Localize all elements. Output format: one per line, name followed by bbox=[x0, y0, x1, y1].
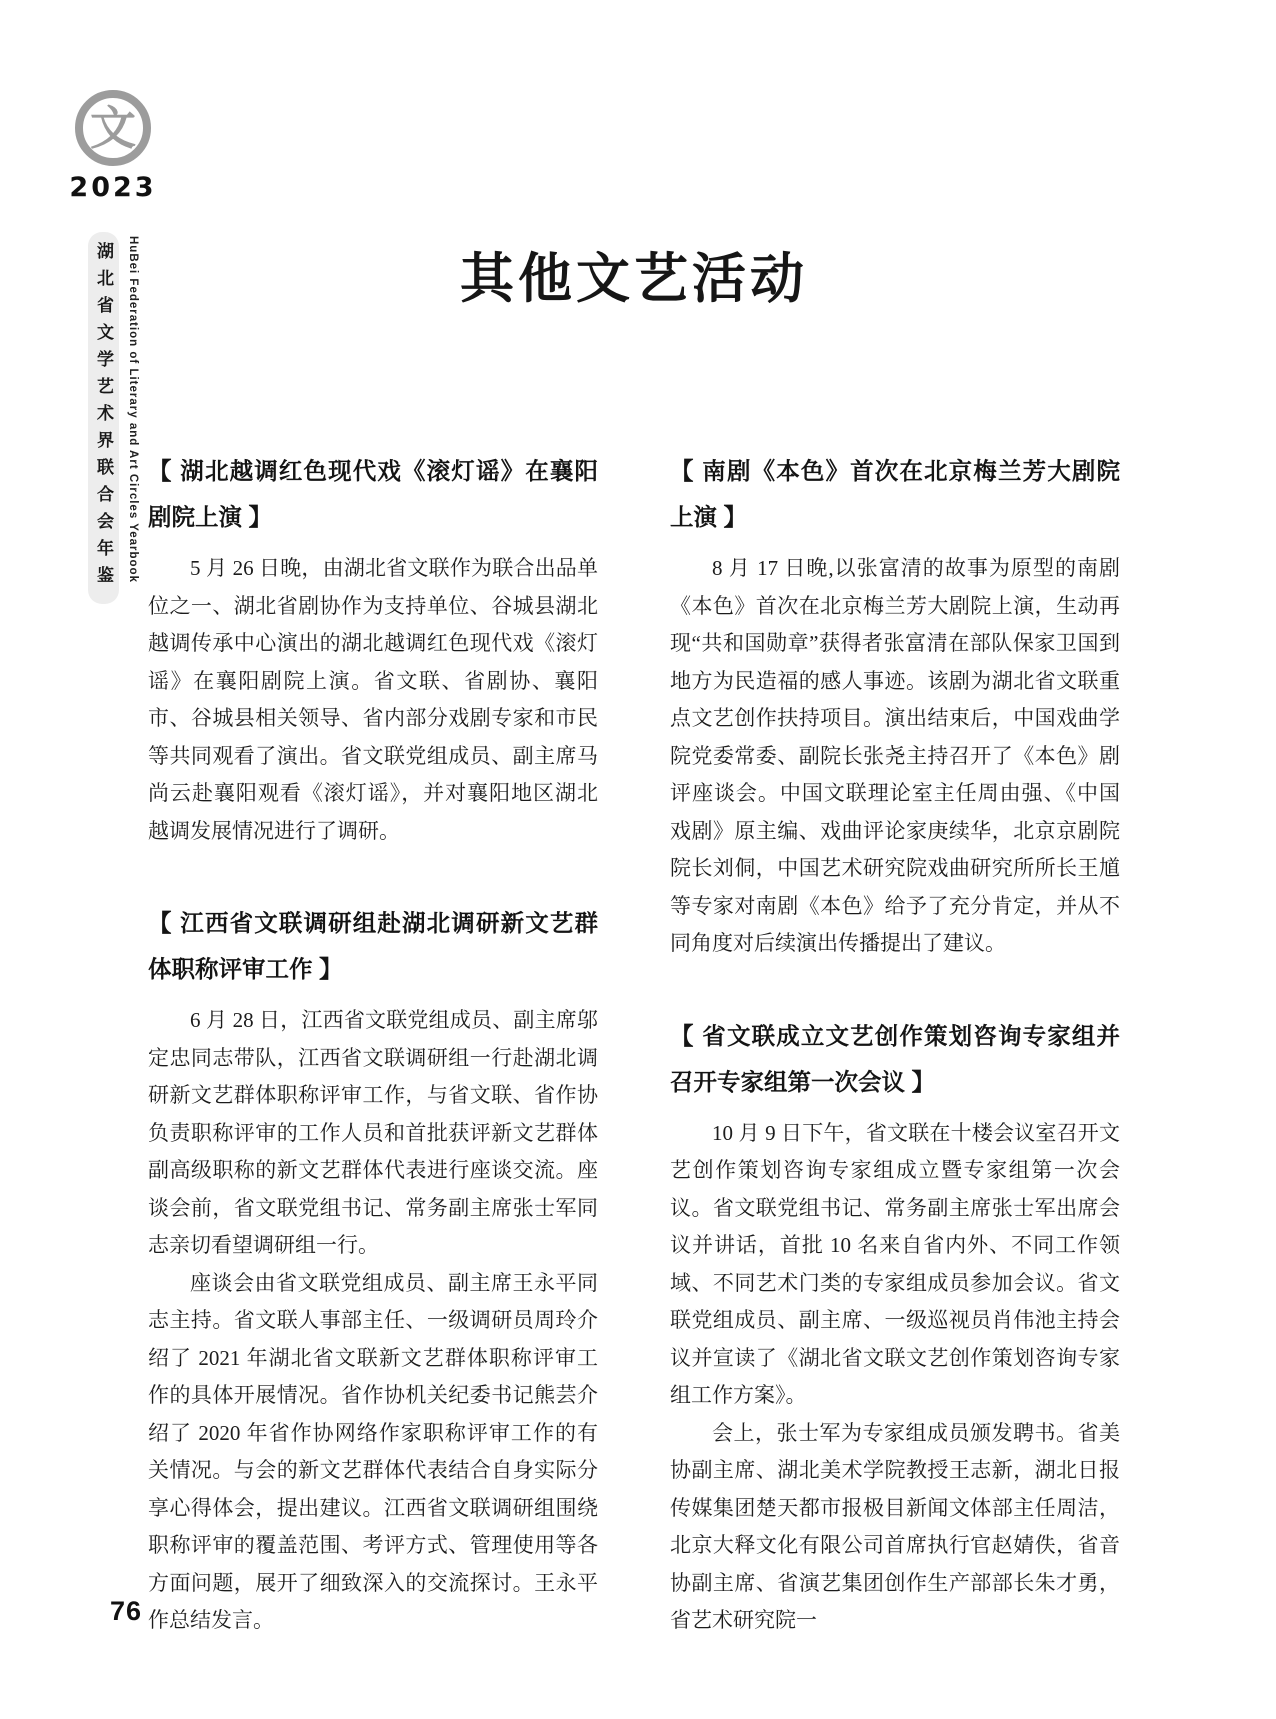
section-body bbox=[670, 1115, 1120, 1640]
section-body bbox=[670, 550, 1120, 963]
section-paragraph: 10 月 9 日下午，省文联在十楼会议室召开文艺创作策划咨询专家组成立暨专家组第一次会议。省文联党组书记、常务副主席张士军出席会议并讲话，首批 10 名来自省内外、不同工作领域、不同艺术门类的专家组成员参加会议。省文联党组成员、副主席、一级巡视员肖伟池主持会议并宣读了《湖北省文联文艺创作策划咨询专家组工作方案》。 bbox=[670, 1120, 1120, 1407]
logo-block bbox=[68, 86, 158, 203]
year-label: 2023 bbox=[69, 172, 157, 203]
sidebar-cn-title: 湖北省文学艺术界联合会年鉴 bbox=[88, 232, 119, 604]
svg-text:文: 文 bbox=[90, 103, 136, 154]
section-paragraph: 座谈会由省文联党组成员、副主席王永平同志主持。省文联人事部主任、一级调研员周玲介绍了 2021 年湖北省文联新文艺群体职称评审工作的具体开展情况。省作协机关纪委书记熊芸介绍了 2020 年省作协网络作家职称评审工作的有关情况。与会的新文艺群体代表结合自身实际分享心得体会，提出建议。江西省文联调研组围绕职称评审的覆盖范围、考评方式、管理使用等各方面问题，展开了细致深入的交流探讨。王永平作总结发言。 bbox=[148, 1270, 598, 1632]
section-zhuanjiazu-huiyi bbox=[670, 1013, 1120, 1640]
sidebar-en-title: HuBei Federation of Literary and Art Circles Yearbook bbox=[127, 236, 139, 583]
section-nanju-bense bbox=[670, 448, 1120, 963]
section-paragraph: 8 月 17 日晚,以张富清的故事为原型的南剧《本色》首次在北京梅兰芳大剧院上演，生动再现“共和国勋章”获得者张富清在部队保家卫国到地方为民造福的感人事迹。该剧为湖北省文联重点文艺创作扶持项目。演出结束后，中国戏曲学院党委常委、副院长张尧主持召开了《本色》剧评座谈会。中国文联理论室主任周由强、《中国戏剧》原主编、戏曲评论家庚续华，北京京剧院院长刘侗，中国艺术研究院戏曲研究所所长王馗等专家对南剧《本色》给予了充分肯定，并从不同角度对后续演出传播提出了建议。 bbox=[670, 556, 1120, 955]
page-title: 其他文艺活动 bbox=[460, 249, 808, 310]
federation-logo-icon bbox=[71, 86, 155, 170]
section-paragraph: 5 月 26 日晚，由湖北省文联作为联合出品单位之一、湖北省剧协作为支持单位、谷城县湖北越调传承中心演出的湖北越调红色现代戏《滚灯谣》在襄阳剧院上演。省文联、省剧协、襄阳市、谷城县相关领导、省内部分戏剧专家和市民等共同观看了演出。省文联党组成员、副主席马尚云赴襄阳观看《滚灯谣》，并对襄阳地区湖北越调发展情况进行了调研。 bbox=[148, 556, 598, 843]
page-number: 76 bbox=[110, 1596, 143, 1626]
left-column bbox=[148, 448, 598, 1640]
section-heading: 【 江西省文联调研组赴湖北调研新文艺群体职称评审工作 】 bbox=[148, 910, 598, 982]
content-columns bbox=[148, 448, 1120, 1640]
section-heading: 【 省文联成立文艺创作策划咨询专家组并召开专家组第一次会议 】 bbox=[670, 1022, 1120, 1095]
section-body bbox=[148, 550, 598, 850]
section-jiangxi-diaoyan bbox=[148, 900, 598, 1640]
sidebar bbox=[88, 232, 139, 608]
section-heading: 【 南剧《本色》首次在北京梅兰芳大剧院上演 】 bbox=[670, 458, 1120, 530]
section-body bbox=[148, 1002, 598, 1640]
right-column bbox=[670, 448, 1120, 1640]
section-hubei-yuediao bbox=[148, 448, 598, 850]
section-paragraph: 会上，张士军为专家组成员颁发聘书。省美协副主席、湖北美术学院教授王志新，湖北日报传媒集团楚天都市报极目新闻文体部主任周洁，北京大释文化有限公司首席执行官赵婧佚，省音协副主席、省演艺集团创作生产部部长朱才勇，省艺术研究院一 bbox=[670, 1420, 1120, 1632]
section-heading: 【 湖北越调红色现代戏《滚灯谣》在襄阳剧院上演 】 bbox=[148, 458, 598, 530]
section-paragraph: 6 月 28 日，江西省文联党组成员、副主席邬定忠同志带队，江西省文联调研组一行赴湖北调研新文艺群体职称评审工作，与省文联、省作协负责职称评审的工作人员和首批获评新文艺群体副高级职称的新文艺群体代表进行座谈交流。座谈会前，省文联党组书记、常务副主席张士军同志亲切看望调研组一行。 bbox=[148, 1008, 598, 1257]
